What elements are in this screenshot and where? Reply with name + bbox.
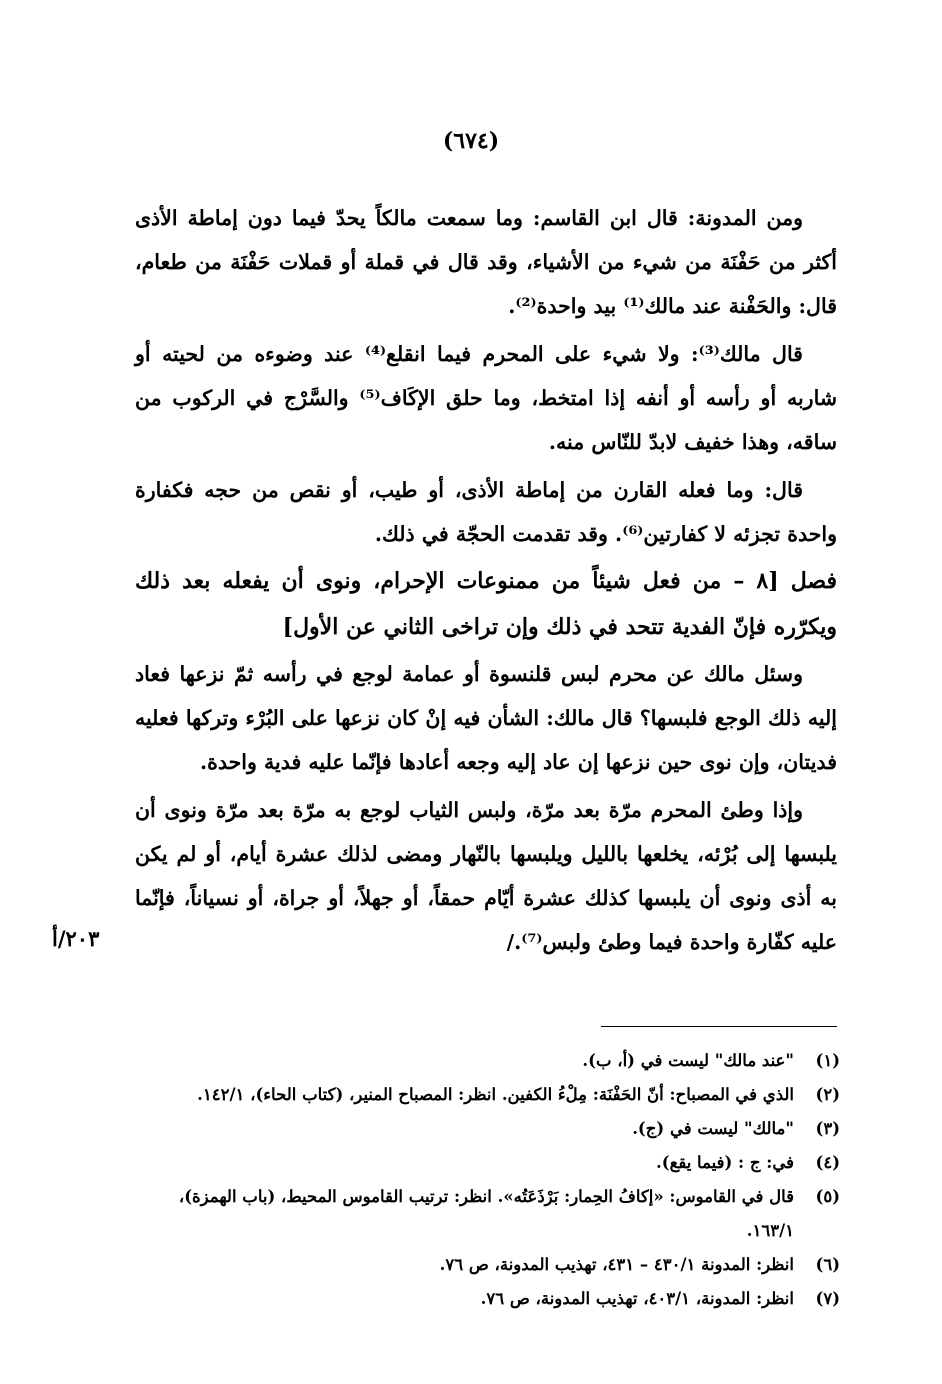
paragraph: ومن المدونة: قال ابن القاسم: وما سمعت مالكاً يحدّ فيما دون إماطة الأذى أكثر من حَفْنَة من شيء من الأشياء، وقد قال في قملة أو قملات حَفْنَة من طعام، قال: والحَفْنة عند مالك⁽¹⁾ بيد واحدة⁽²⁾.	[135, 206, 837, 318]
footnote	[148, 1248, 840, 1282]
footnote	[148, 1044, 840, 1078]
footnote	[148, 1112, 840, 1146]
footnote-text: انظر: المدونة، ٤٠٣/١، تهذيب المدونة، ص ٧٦.	[480, 1289, 794, 1308]
footnote-text: "مالك" ليست في (ج).	[632, 1119, 794, 1138]
footnote-text: انظر: المدونة ٤٣٠/١ – ٤٣١، تهذيب المدونة، ص ٧٦.	[439, 1255, 794, 1274]
paragraph: قال مالك⁽³⁾: ولا شيء على المحرم فيما انقلع⁽⁴⁾ عند وضوءه من لحيته أو شاربه أو رأسه أو أنفه إذا امتخط، وما حلق الإكَاف⁽⁵⁾ والسَّرْج في الركوب من ساقه، وهذا خفيف لابدّ للنّاس منه.	[135, 342, 838, 454]
footnote	[148, 1146, 840, 1180]
footnote	[148, 1282, 840, 1316]
section-heading	[135, 558, 837, 650]
footnote-continuation: ١٦٣/١.	[746, 1221, 794, 1240]
paragraph: وإذا وطئ المحرم مرّة بعد مرّة، ولبس الثياب لوجع به مرّة بعد مرّة ونوى أن يلبسها إلى بُرْئه، يخلعها بالليل ويلبسها بالنّهار ومضى لذلك عشرة أيام، أو لم يكن به أذى ونوى أن يلبسها كذلك عشرة أيّام حمقاً، أو جهلاً، أو جراة، أو نسياناً، فإنّما عليه كفّارة واحدة فيما وطئ ولبس⁽⁷⁾./	[135, 798, 837, 954]
section-heading-line: فصل [٨ – من فعل شيئاً من ممنوعات الإحرام، ونوى أن يفعله بعد ذلك	[135, 568, 837, 594]
footnote-number: (٣)	[815, 1119, 840, 1138]
footnote-number: (٦)	[815, 1255, 840, 1274]
footnote-text: الذي في المصباح: أنّ الحَفْنَة: مِلْءُ الكفين. انظر: المصباح المنير، (كتاب الحاء)، ١٤٢/١.	[197, 1085, 794, 1104]
footnote	[148, 1180, 840, 1214]
footnote-text: في: ج : (فيما يقع).	[656, 1153, 794, 1172]
section-heading-line: ويكرّره فإنّ الفدية تتحد في ذلك وإن تراخى الثاني عن الأول]	[282, 614, 837, 640]
footnote-text: قال في القاموس: «إكافُ الحِمار: بَرْذَعَتُه». انظر: ترتيب القاموس المحيط، (باب الهمزة)،	[178, 1187, 794, 1206]
paragraph: وسئل مالك عن محرم لبس قلنسوة أو عمامة لوجع في رأسه ثمّ نزعها فعاد إليه ذلك الوجع فلبسها؟ قال مالك: الشأن فيه إنْ كان نزعها على البُرْء وتركها فعليه فديتان، وإن نوى حين نزعها إن عاد إليه وجعه أعادها فإنّما عليه فدية واحدة.	[135, 662, 837, 774]
footnote-number: (٢)	[815, 1085, 840, 1104]
manuscript-folio-reference: ٢٠٣/أ	[52, 926, 100, 951]
footnotes	[148, 1044, 840, 1316]
footnote-number: (٧)	[815, 1289, 840, 1308]
footnote-text: "عند مالك" ليست في (أ، ب).	[582, 1051, 794, 1070]
footnote-number: (١)	[815, 1051, 840, 1070]
footnote-divider	[601, 1026, 837, 1027]
footnote	[148, 1078, 840, 1112]
footnote-number: (٤)	[815, 1153, 840, 1172]
paragraph: قال: وما فعله القارن من إماطة الأذى، أو طيب، أو نقص من حجه فكفارة واحدة تجزئه لا كفارتين⁽⁶⁾. وقد تقدمت الحجّة في ذلك.	[135, 478, 837, 546]
footnote-number: (٥)	[815, 1187, 840, 1206]
main-text	[135, 196, 837, 964]
page-number: (٦٧٤)	[442, 128, 500, 154]
